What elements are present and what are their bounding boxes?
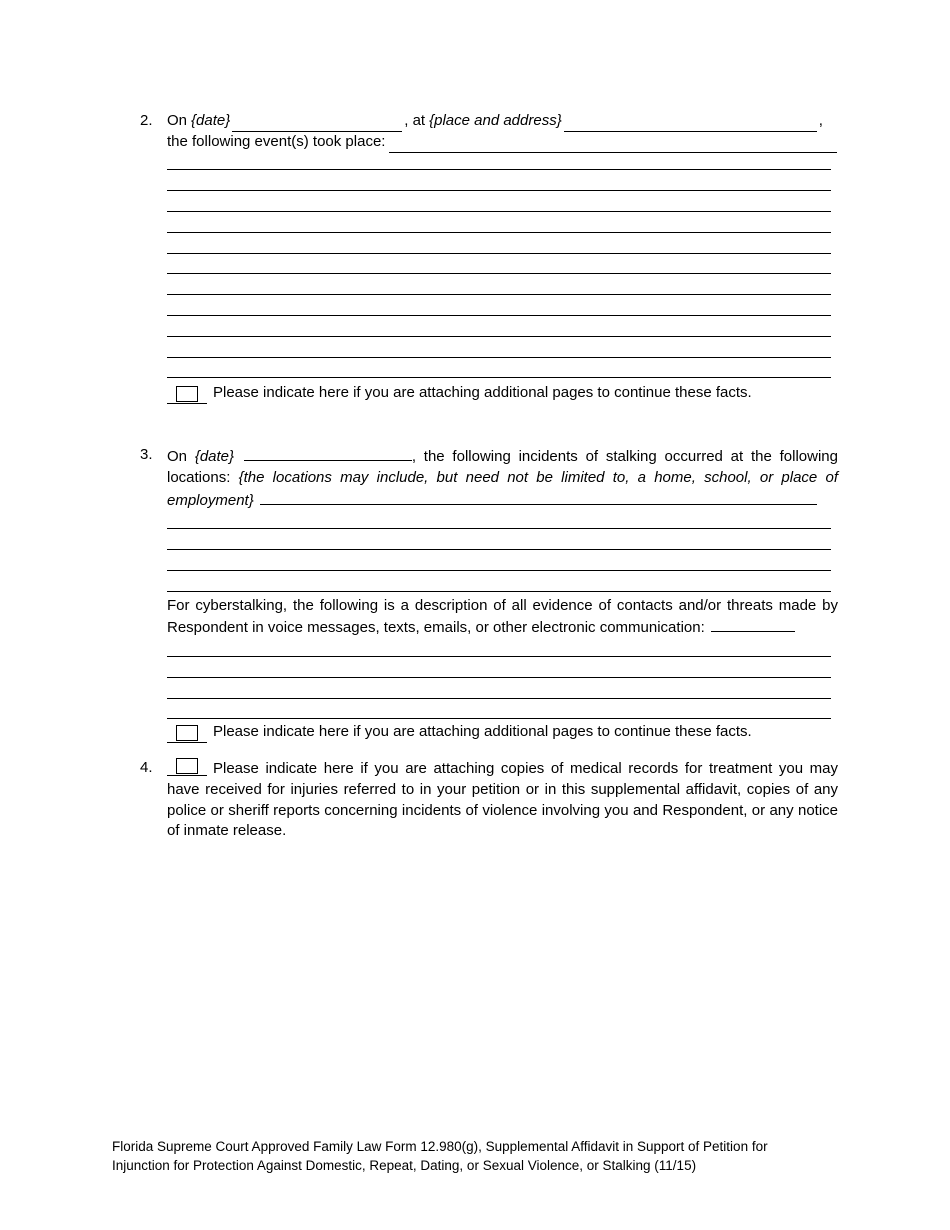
date-label: {date} <box>191 112 231 129</box>
answer-line[interactable] <box>167 319 838 340</box>
answer-line[interactable] <box>167 681 838 702</box>
item-3 <box>140 445 840 741</box>
item-number: 4. <box>140 759 153 776</box>
answer-line[interactable] <box>167 639 838 660</box>
answer-line[interactable] <box>167 298 838 319</box>
footer-line-2: Injunction for Protection Against Domestic, Repeat, Dating, or Sexual Violence, or Stalking (11/15) <box>112 1157 697 1173</box>
locations-field[interactable] <box>260 489 817 505</box>
item-2 <box>140 111 840 431</box>
answer-line[interactable] <box>167 173 838 194</box>
date-label: {date} <box>194 448 235 465</box>
item-4 <box>140 758 840 848</box>
stalking-paragraph: On {date} , the following incidents of stalking occurred at the following locations: {the locations may include, but need not be limited to, a home, school, or place of employment} <box>167 445 838 511</box>
events-label: the following event(s) took place: <box>167 132 386 150</box>
at-label: , at <box>404 112 426 129</box>
medical-records-label: Please indicate here if you are attaching copies of medical records for treatment you may have received for injuries referred to in your petition or in this supplemental affidavit, copies of any police or sheriff reports concerning incidents of violence involving you and Respondent, or any notice of inmate release. <box>167 760 838 840</box>
answer-line[interactable] <box>167 511 838 532</box>
item-number: 3. <box>140 446 153 463</box>
date-place-row <box>167 111 838 132</box>
answer-line[interactable] <box>167 277 838 298</box>
cyberstalking-paragraph: For cyberstalking, the following is a description of all evidence of contacts and/or threats made by Respondent in voice messages, texts, emails, or other electronic communication: <box>167 596 838 637</box>
answer-line[interactable] <box>167 532 838 553</box>
comma: , <box>818 112 823 129</box>
answer-line[interactable] <box>167 553 838 574</box>
form-footer <box>112 1138 852 1175</box>
additional-pages-row <box>167 383 838 404</box>
footer-line-1: Florida Supreme Court Approved Family Law Form 12.980(g), Supplemental Affidavit in Support of Petition for <box>112 1139 768 1154</box>
answer-line[interactable] <box>167 215 838 236</box>
medical-records-paragraph <box>167 758 838 842</box>
answer-line[interactable] <box>167 361 838 382</box>
answer-line[interactable] <box>167 702 838 723</box>
events-field[interactable] <box>389 137 837 153</box>
cyber-field[interactable] <box>711 616 795 632</box>
locations-hint: {the locations may include, but need not be limited to, a home, school, or place of employment} <box>167 468 838 509</box>
medical-records-checkbox[interactable] <box>167 758 207 776</box>
answer-line[interactable] <box>167 153 838 174</box>
date-field[interactable] <box>244 445 412 461</box>
answer-line[interactable] <box>167 257 838 278</box>
date-field[interactable] <box>232 116 402 132</box>
item-number: 2. <box>140 112 153 129</box>
answer-line[interactable] <box>167 194 838 215</box>
additional-pages-label: Please indicate here if you are attaching additional pages to continue these facts. <box>213 384 752 402</box>
additional-pages-row <box>167 722 838 743</box>
place-field[interactable] <box>564 116 817 132</box>
additional-pages-checkbox[interactable] <box>167 386 207 404</box>
additional-pages-checkbox[interactable] <box>167 725 207 743</box>
answer-line[interactable] <box>167 236 838 257</box>
place-label: {place and address} <box>429 112 562 129</box>
answer-line[interactable] <box>167 574 838 595</box>
answer-line[interactable] <box>167 340 838 361</box>
additional-pages-label: Please indicate here if you are attaching additional pages to continue these facts. <box>213 723 752 741</box>
events-row <box>167 132 838 153</box>
on-label: On <box>167 112 188 129</box>
answer-line[interactable] <box>167 660 838 681</box>
